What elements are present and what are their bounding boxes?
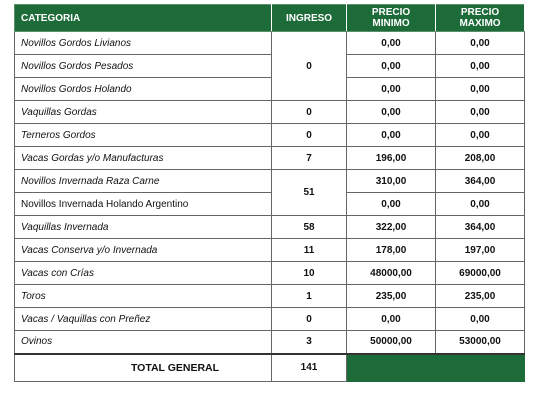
price-report: [14, 4, 525, 382]
row-categoria: Vacas Gordas y/o Manufacturas: [15, 147, 272, 170]
header-precio-maximo: PRECIO MAXIMO: [436, 5, 525, 32]
row-categoria: Novillos Invernada Holando Argentino: [15, 193, 272, 216]
table-row: [15, 331, 525, 354]
row-precio-minimo: 310,00: [347, 170, 436, 193]
table-row: [15, 78, 525, 101]
row-precio-minimo: 0,00: [347, 101, 436, 124]
row-precio-minimo: 178,00: [347, 239, 436, 262]
row-precio-minimo: 0,00: [347, 78, 436, 101]
row-categoria: Vacas Conserva y/o Invernada: [15, 239, 272, 262]
table-row: [15, 170, 525, 193]
row-categoria: Vacas con Crías: [15, 262, 272, 285]
table-row: [15, 308, 525, 331]
total-label: TOTAL GENERAL: [15, 354, 272, 382]
table-row: [15, 32, 525, 55]
row-precio-maximo: 53000,00: [436, 331, 525, 354]
row-precio-maximo: 235,00: [436, 285, 525, 308]
row-categoria: Novillos Gordos Livianos: [15, 32, 272, 55]
row-ingreso: 0: [272, 101, 347, 124]
row-precio-minimo: 196,00: [347, 147, 436, 170]
row-precio-maximo: 0,00: [436, 308, 525, 331]
header-precio-minimo: PRECIO MINIMO: [347, 5, 436, 32]
row-ingreso: 0: [272, 124, 347, 147]
row-precio-maximo: 197,00: [436, 239, 525, 262]
row-precio-maximo: 0,00: [436, 101, 525, 124]
header-ingreso: INGRESO: [272, 5, 347, 32]
table-row: [15, 262, 525, 285]
row-precio-minimo: 50000,00: [347, 331, 436, 354]
row-precio-minimo: 0,00: [347, 193, 436, 216]
row-ingreso: 3: [272, 331, 347, 354]
row-precio-maximo: 0,00: [436, 32, 525, 55]
table-row: [15, 55, 525, 78]
row-precio-maximo: 69000,00: [436, 262, 525, 285]
table-row: [15, 124, 525, 147]
table-row: [15, 101, 525, 124]
row-precio-maximo: 208,00: [436, 147, 525, 170]
total-fill-block: [347, 354, 525, 382]
row-categoria: Novillos Gordos Holando: [15, 78, 272, 101]
row-ingreso: 11: [272, 239, 347, 262]
row-precio-maximo: 0,00: [436, 55, 525, 78]
row-precio-maximo: 0,00: [436, 78, 525, 101]
row-precio-minimo: 322,00: [347, 216, 436, 239]
header-categoria: CATEGORIA: [15, 5, 272, 32]
row-precio-minimo: 0,00: [347, 55, 436, 78]
row-categoria: Vacas / Vaquillas con Preñez: [15, 308, 272, 331]
row-precio-minimo: 0,00: [347, 124, 436, 147]
table-row: [15, 147, 525, 170]
livestock-price-table: [14, 4, 525, 382]
row-ingreso: 58: [272, 216, 347, 239]
row-ingreso: 0: [272, 308, 347, 331]
row-categoria: Toros: [15, 285, 272, 308]
row-precio-maximo: 364,00: [436, 216, 525, 239]
table-row: [15, 216, 525, 239]
row-precio-maximo: 0,00: [436, 193, 525, 216]
table-row: [15, 239, 525, 262]
row-categoria: Novillos Gordos Pesados: [15, 55, 272, 78]
row-categoria: Ovinos: [15, 331, 272, 354]
row-categoria: Terneros Gordos: [15, 124, 272, 147]
row-precio-maximo: 364,00: [436, 170, 525, 193]
row-ingreso: 7: [272, 147, 347, 170]
row-precio-minimo: 0,00: [347, 32, 436, 55]
header-row: [15, 5, 525, 32]
table-row: [15, 193, 525, 216]
row-ingreso: 51: [272, 170, 347, 216]
table-row: [15, 285, 525, 308]
row-precio-minimo: 0,00: [347, 308, 436, 331]
row-ingreso: 1: [272, 285, 347, 308]
row-categoria: Vaquillas Invernada: [15, 216, 272, 239]
row-categoria: Novillos Invernada Raza Carne: [15, 170, 272, 193]
row-precio-minimo: 235,00: [347, 285, 436, 308]
row-precio-maximo: 0,00: [436, 124, 525, 147]
total-row: [15, 354, 525, 382]
row-categoria: Vaquillas Gordas: [15, 101, 272, 124]
total-ingreso: 141: [272, 354, 347, 382]
row-precio-minimo: 48000,00: [347, 262, 436, 285]
row-ingreso: 10: [272, 262, 347, 285]
row-ingreso: 0: [272, 32, 347, 101]
